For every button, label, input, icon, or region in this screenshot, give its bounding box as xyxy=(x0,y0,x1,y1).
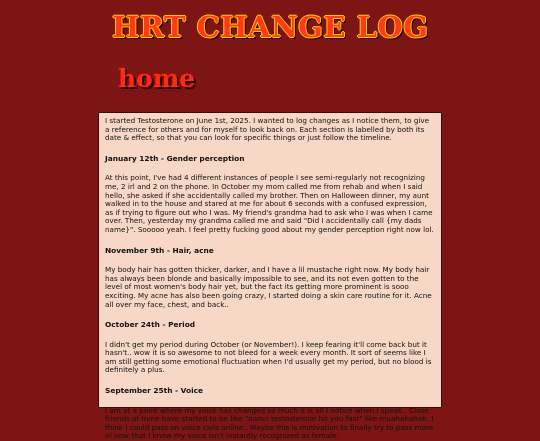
content-panel[interactable] xyxy=(98,112,442,441)
entry-heading: October 24th - Period xyxy=(105,320,196,330)
entry-body: I didn't get my period during October (or November!). I keep fearing it'll come back but it hasn't.. wow it is so awesome to not bleed for a week every month. It sort of seems like I am still getting some emotional fluctuation when I'd usually get my period, but no blood is definitely a plus. xyxy=(105,339,432,375)
intro-text: I started Testosterone on June 1st, 2025. I wanted to log changes as I notice them, to give a reference for others and for myself to look back on. Each section is labelled by both its date & effect, so that you can look for specific things or just follow the timeline. xyxy=(105,116,430,143)
entry-heading: January 12th - Gender perception xyxy=(105,153,245,163)
site-title: HRT CHANGE LOG xyxy=(112,10,429,44)
page-heading: home xyxy=(118,64,196,93)
entry-body: My body hair has gotten thicker, darker, and I have a lil mustache right now. My body hair has always been blonde and basically impossible to see, and its not even gotten to the level of most women's body hair yet, but the fact its getting more prominent is sooo exciting. My acne has also been going crazy, I started doing a skin care routine for it. Acne all over my face, chest, and back.. xyxy=(105,265,432,309)
entry-heading: September 25th - Voice xyxy=(105,386,204,396)
entry-body: I am at a point where my voice has changed so much it is all I notice when I speak.. Close friends of mine have started to be like "damn testosterone hit you fast" like muahahahah. I think I could pass on voice calls online.. Maybe this is motivation to finally try to pass more irl now that I know my voice isn't instantly recognized as female. xyxy=(105,405,434,441)
entry-heading: November 9th - Hair, acne xyxy=(105,245,214,255)
entry-body: At this point, I've had 4 different instances of people I see semi-regularly not recognizing me, 2 irl and 2 on the phone. In October my mom called me from rehab and when I said hello, she asked if she accidentally called my brother. Then on Halloween dinner, my aunt walked in to the house and stared at me for about 6 seconds with a confused expression, as if trying to figure out who I was. My friend's grandma had to ask who I was when I came over. Then, yesterday my grandma called me and said "Did I accidentally call {my dads name}". Sooooo yeah. I feel pretty fucking good about my gender perception right now lol. xyxy=(105,173,434,234)
